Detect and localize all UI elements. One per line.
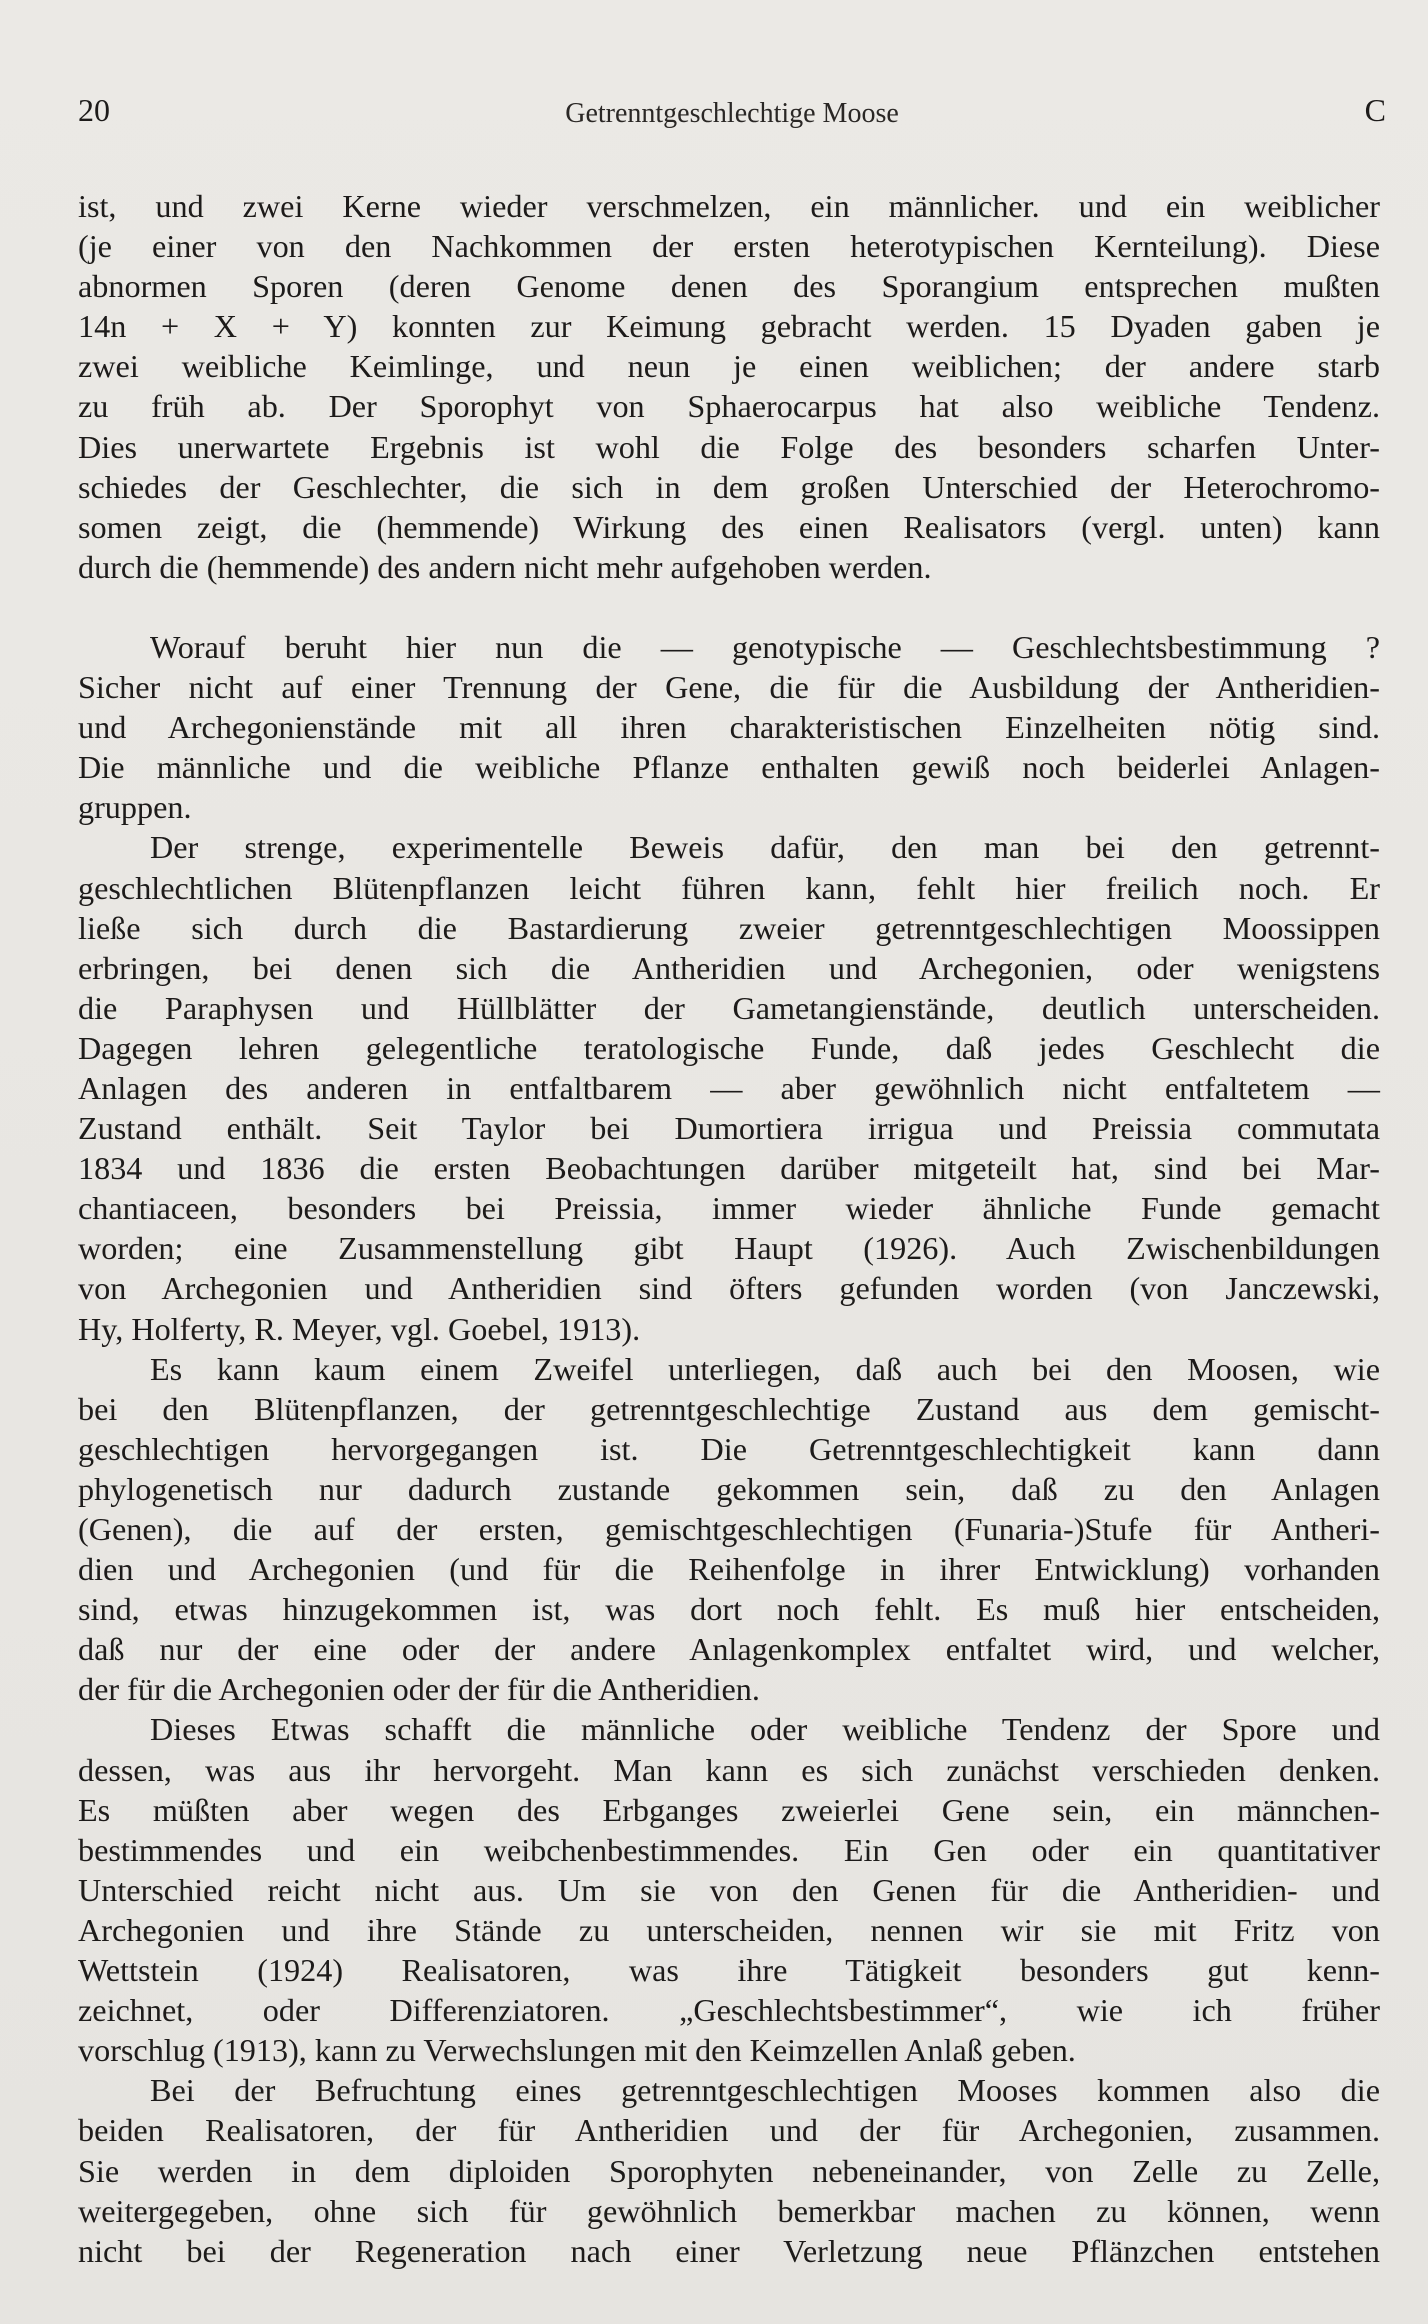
page-number: 20 bbox=[78, 92, 110, 128]
text-line: und Archegonienstände mit all ihren charakteristischen Einzelheiten nötig sind. bbox=[78, 709, 1380, 746]
text-line: ist, und zwei Kerne wieder verschmelzen, ein männlicher. und ein weiblicher bbox=[78, 188, 1380, 224]
text-line: Der strenge, experimentelle Beweis dafür, den man bei den getrennt- bbox=[150, 829, 1380, 866]
text-line: Worauf beruht hier nun die — genotypische — Geschlechtsbestimmung ? bbox=[150, 628, 1380, 665]
body-text bbox=[78, 186, 1380, 2271]
text-line: 1834 und 1836 die ersten Beobachtungen darüber mitgeteilt hat, sind bei Mar- bbox=[78, 1150, 1380, 1187]
text-line: (je einer von den Nachkommen der ersten heterotypischen Kernteilung). Diese bbox=[78, 228, 1380, 265]
text-line: durch die (hemmende) des andern nicht mehr aufgehoben werden. bbox=[78, 548, 932, 585]
signature-mark: C bbox=[1364, 92, 1386, 128]
text-line: worden; eine Zusammenstellung gibt Haupt (1926). Auch Zwischenbildungen bbox=[78, 1230, 1380, 1267]
text-line: schiedes der Geschlechter, die sich in dem großen Unterschied der Heterochromo- bbox=[78, 468, 1380, 505]
text-line: weitergegeben, ohne sich für gewöhnlich bemerkbar machen zu können, wenn bbox=[78, 2192, 1380, 2229]
page-header bbox=[78, 92, 1386, 142]
text-line: zeichnet, oder Differenziatoren. „Geschlechtsbestimmer“, wie ich früher bbox=[78, 1992, 1380, 2029]
text-line: Bei der Befruchtung eines getrenntgeschlechtigen Mooses kommen also die bbox=[150, 2072, 1380, 2109]
text-line: chantiaceen, besonders bei Preissia, immer wieder ähnliche Funde gemacht bbox=[78, 1190, 1380, 1227]
text-line: Zustand enthält. Seit Taylor bei Dumortiera irrigua und Preissia commutata bbox=[78, 1110, 1380, 1147]
text-line: Anlagen des anderen in entfaltbarem — aber gewöhnlich nicht entfaltetem — bbox=[78, 1069, 1380, 1106]
text-line: zu früh ab. Der Sporophyt von Sphaerocarpus hat also weibliche Tendenz. bbox=[78, 388, 1380, 425]
text-line: Sicher nicht auf einer Trennung der Gene, die für die Ausbildung der Antheridien- bbox=[78, 669, 1380, 706]
text-line: phylogenetisch nur dadurch zustande gekommen sein, daß zu den Anlagen bbox=[78, 1470, 1380, 1507]
text-line: geschlechtigen hervorgegangen ist. Die Getrenntgeschlechtigkeit kann dann bbox=[78, 1430, 1380, 1467]
text-line: dessen, was aus ihr hervorgeht. Man kann es sich zunächst verschieden denken. bbox=[78, 1751, 1380, 1788]
text-line: sind, etwas hinzugekommen ist, was dort noch fehlt. Es muß hier entscheiden, bbox=[78, 1591, 1380, 1628]
text-line: Sie werden in dem diploiden Sporophyten nebeneinander, von Zelle zu Zelle, bbox=[78, 2152, 1380, 2189]
text-line: bei den Blütenpflanzen, der getrenntgeschlechtige Zustand aus dem gemischt- bbox=[78, 1390, 1380, 1427]
text-line: daß nur der eine oder der andere Anlagenkomplex entfaltet wird, und welcher, bbox=[78, 1631, 1380, 1668]
text-line: Dies unerwartete Ergebnis ist wohl die Folge des besonders scharfen Unter- bbox=[78, 428, 1380, 465]
text-line: somen zeigt, die (hemmende) Wirkung des einen Realisators (vergl. unten) kann bbox=[78, 508, 1380, 545]
text-line: Es kann kaum einem Zweifel unterliegen, daß auch bei den Moosen, wie bbox=[150, 1350, 1380, 1387]
text-line: der für die Archegonien oder der für die Antheridien. bbox=[78, 1671, 760, 1708]
text-line: Dagegen lehren gelegentliche teratologische Funde, daß jedes Geschlecht die bbox=[78, 1029, 1380, 1066]
text-line: Die männliche und die weibliche Pflanze enthalten gewiß noch beiderlei Anlagen- bbox=[78, 749, 1380, 786]
running-title: Getrenntgeschlechtige Moose bbox=[565, 98, 899, 129]
text-line: bestimmendes und ein weibchenbestimmendes. Ein Gen oder ein quantitativer bbox=[78, 1831, 1380, 1868]
text-line: die Paraphysen und Hüllblätter der Gametangienstände, deutlich unterscheiden. bbox=[78, 989, 1380, 1026]
text-line: von Archegonien und Antheridien sind öfters gefunden worden (von Janczewski, bbox=[78, 1270, 1380, 1307]
text-line: (Genen), die auf der ersten, gemischtgeschlechtigen (Funaria-)Stufe für Antheri- bbox=[78, 1511, 1380, 1547]
text-line: Archegonien und ihre Stände zu unterscheiden, nennen wir sie mit Fritz von bbox=[78, 1911, 1380, 1948]
text-line: zwei weibliche Keimlinge, und neun je einen weiblichen; der andere starb bbox=[78, 348, 1380, 385]
text-line: erbringen, bei denen sich die Antheridien und Archegonien, oder wenigstens bbox=[78, 949, 1380, 986]
text-line: ließe sich durch die Bastardierung zweier getrenntgeschlechtigen Moossippen bbox=[78, 909, 1380, 946]
text-line: Dieses Etwas schafft die männliche oder weibliche Tendenz der Spore und bbox=[150, 1711, 1380, 1748]
text-line: Hy, Holferty, R. Meyer, vgl. Goebel, 1913). bbox=[78, 1310, 641, 1347]
text-line: beiden Realisatoren, der für Antheridien und der für Archegonien, zusammen. bbox=[78, 2112, 1380, 2149]
text-line: 14n + X + Y) konnten zur Keimung gebracht werden. 15 Dyaden gaben je bbox=[78, 308, 1380, 345]
text-line: Wettstein (1924) Realisatoren, was ihre Tätigkeit besonders gut kenn- bbox=[78, 1952, 1380, 1989]
text-line: vorschlug (1913), kann zu Verwechslungen mit den Keimzellen Anlaß geben. bbox=[78, 2032, 1076, 2069]
text-line: dien und Archegonien (und für die Reihenfolge in ihrer Entwicklung) vorhanden bbox=[78, 1551, 1380, 1588]
text-line: gruppen. bbox=[78, 789, 192, 826]
text-line: Unterschied reicht nicht aus. Um sie von den Genen für die Antheridien- und bbox=[78, 1871, 1380, 1908]
text-line: Es müßten aber wegen des Erbganges zweierlei Gene sein, ein männchen- bbox=[78, 1791, 1380, 1828]
text-line: nicht bei der Regeneration nach einer Verletzung neue Pflänzchen entstehen bbox=[78, 2232, 1380, 2269]
text-line: geschlechtlichen Blütenpflanzen leicht führen kann, fehlt hier freilich noch. Er bbox=[78, 869, 1380, 906]
text-line: abnormen Sporen (deren Genome denen des Sporangium entsprechen mußten bbox=[78, 268, 1380, 305]
paragraph-gap bbox=[78, 587, 1380, 627]
